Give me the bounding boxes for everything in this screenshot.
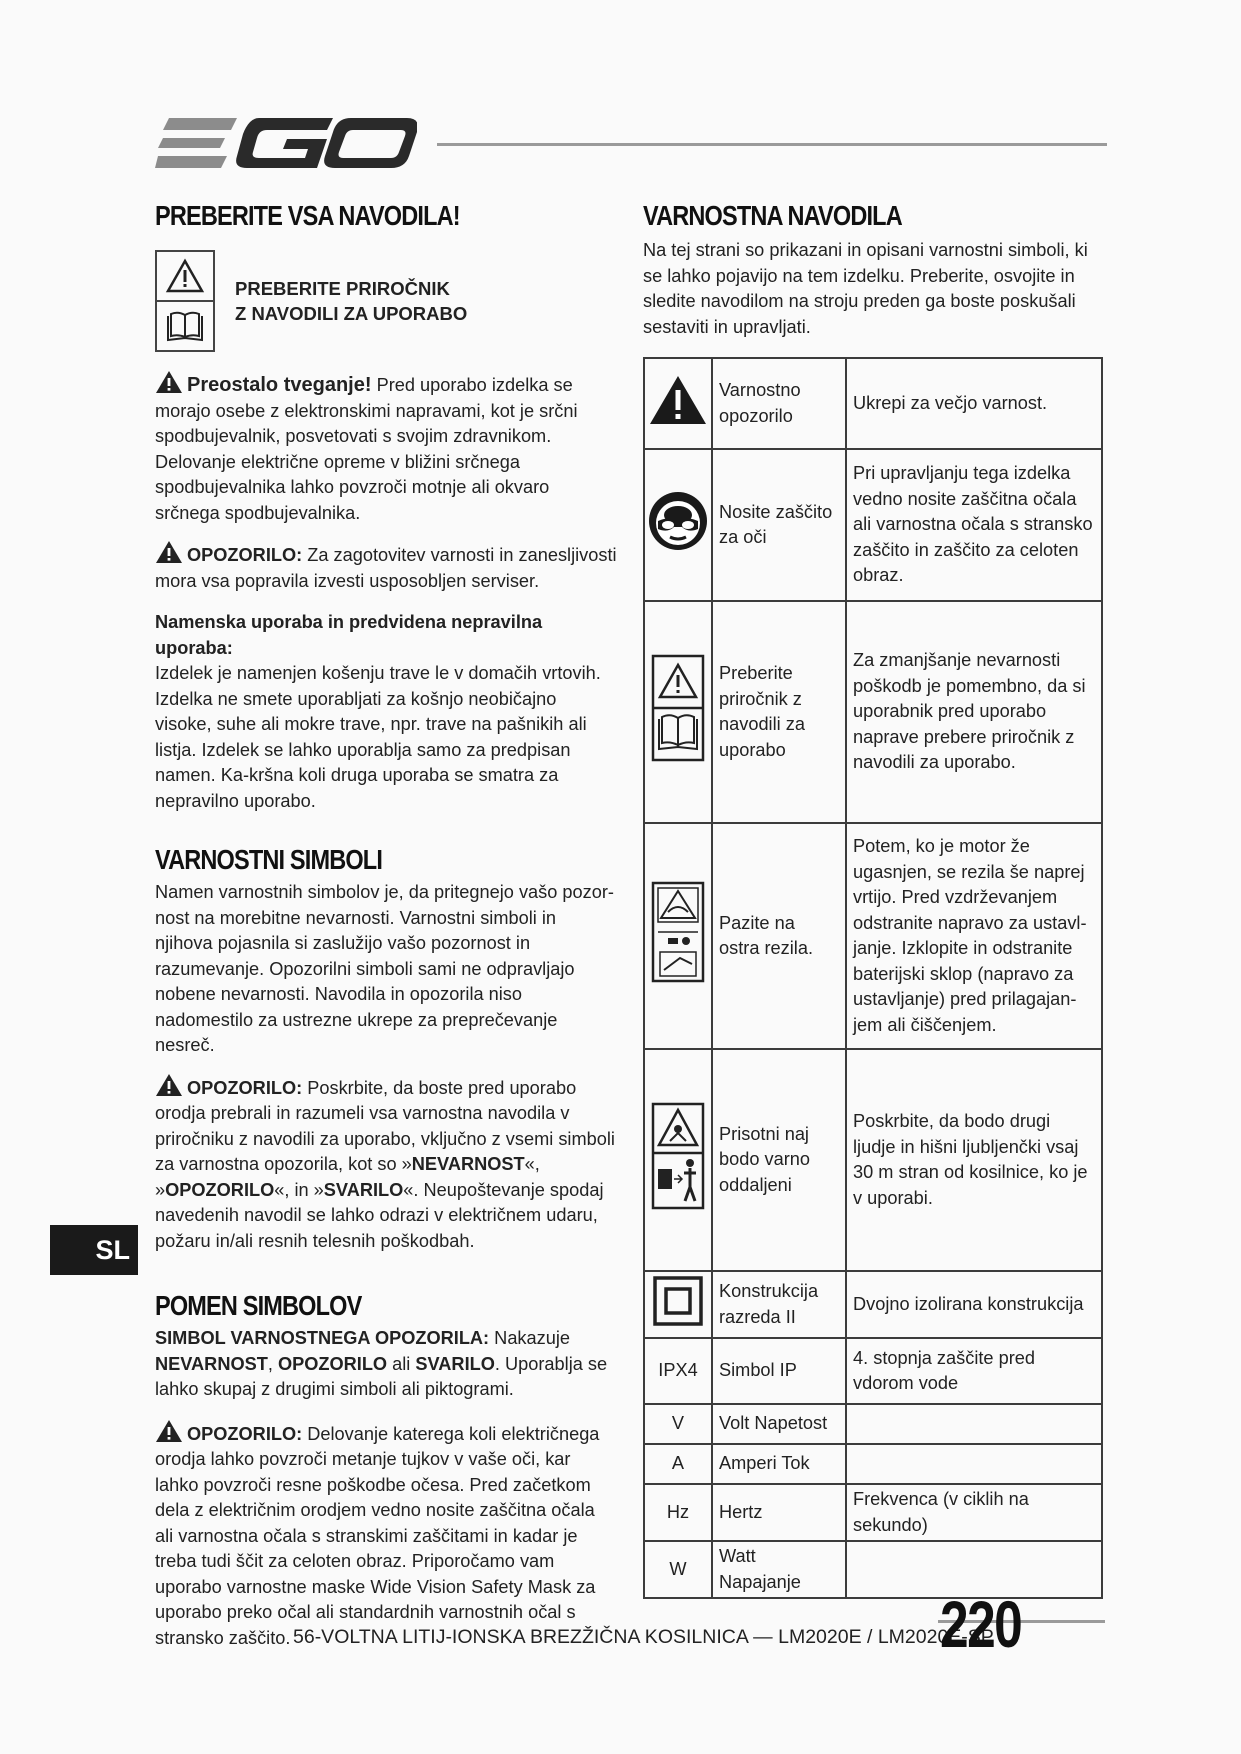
heading-symbol-meaning: POMEN SIMBOLOV (155, 1290, 362, 1321)
symbol-cell: V (644, 1404, 712, 1444)
safety-intro-paragraph: Na tej strani so prikazani in opisani varnostni simboli, ki se lahko pojavijo na tem izdelku. Preberite, osvojite in sledite navodilom na stroju preden ga boste poskušali sestaviti in upravljati. (643, 240, 1088, 337)
table-row (644, 1338, 1102, 1404)
read-manual-box (155, 250, 617, 352)
table-row (644, 601, 1102, 823)
sharp-blades-icon (650, 880, 706, 984)
symbol-cell: IPX4 (644, 1338, 712, 1404)
symbol-name: Varnostno opozorilo (712, 358, 846, 449)
header-rule (437, 143, 1107, 146)
warning-triangle-icon (155, 540, 183, 564)
symbol-name: Prisotni naj bodo varno oddaljeni (712, 1049, 846, 1271)
read-manual-icon (650, 653, 706, 763)
table-row (644, 449, 1102, 601)
table-row (644, 823, 1102, 1049)
symbol-description: Ukrepi za večjo varnost. (846, 358, 1102, 449)
symbol-name: Volt Napetost (712, 1404, 846, 1444)
symbol-name: Watt Napajanje (712, 1541, 846, 1598)
symbol-name: Amperi Tok (712, 1444, 846, 1484)
warning-triangle-icon (165, 258, 205, 294)
symbol-description (846, 1404, 1102, 1444)
safety-symbols-table (643, 357, 1103, 1599)
heading-read-all: PREBERITE VSA NAVODILA! (155, 200, 460, 231)
symbol-cell (644, 1271, 712, 1338)
symbol-cell (644, 449, 712, 601)
symbol-description: Pri upravljanju tega izdelka vedno nosite zaščitna očala ali varnostna očala s stransko zaščito in zaščito za celoten obraz. (846, 449, 1102, 601)
manual-box-label: PREBERITE PRIROČNIK Z NAVODILI ZA UPORABO (235, 278, 468, 324)
manual-icon-stack (155, 250, 215, 352)
warning-triangle-icon (648, 374, 708, 426)
warning-triangle-icon (155, 370, 183, 394)
symbol-description: Poskrbite, da bodo drugi ljudje in hišni ljubljenčki vsaj 30 m stran od kosilnice, ko je v uporabi. (846, 1049, 1102, 1271)
symbol-cell (644, 358, 712, 449)
warning-triangle-icon (155, 1419, 183, 1443)
heading-safety-symbols: VARNOSTNI SIMBOLI (155, 844, 383, 875)
symbol-cell (644, 823, 712, 1049)
left-column (155, 200, 617, 1651)
symbol-description: Frekvenca (v ciklih na sekundo) (846, 1484, 1102, 1541)
symbol-description: Dvojno izolirana konstrukcija (846, 1271, 1102, 1338)
symbol-cell: A (644, 1444, 712, 1484)
warning-triangle-icon (155, 1073, 183, 1097)
symbol-name: Pazite na ostra rezila. (712, 823, 846, 1049)
table-row (644, 1049, 1102, 1271)
open-book-icon (164, 308, 206, 344)
symbol-name: Simbol IP (712, 1338, 846, 1404)
page-number: 220 (940, 1587, 1022, 1661)
symbol-meaning-paragraph: SIMBOL VARNOSTNEGA OPOZORILA: Nakazuje NEVARNOST, OPOZORILO ali SVARILO. Uporablja se lahko skupaj z drugimi simboli ali piktogrami. (155, 1328, 608, 1399)
footer-product-title: 56-VOLTNA LITIJ-IONSKA BREZŽIČNA KOSILNICA — LM2020E / LM2020E-SP (293, 1626, 994, 1648)
symbol-cell (644, 1049, 712, 1271)
eye-protection-icon (648, 491, 708, 551)
intended-use-paragraph: Namenska uporaba in predvidena nepravilna uporaba: Izdelek je namenjen košenju trave le v domačih vrtovih. Izdelka ne smete uporabljati za košnjo neobičajno visoke, suhe ali mokre trave, npr. trave na pašnikih ali listja. Izdelek se lahko uporablja samo za predpisan namen. Ka-kršna koli druga uporaba se smatra za nepravilno uporabo. (155, 612, 601, 811)
symbol-name: Hertz (712, 1484, 846, 1541)
table-row (644, 1484, 1102, 1541)
symbol-description: Potem, ko je motor že ugasnjen, se rezila še naprej vrtijo. Pred vzdrževanjem odstranite napravo za ustavl-janje. Izklopite in odstranite baterijski sklop (napravo za ustavljanje) pred prilagajan-jem ali čiščenjem. (846, 823, 1102, 1049)
symbols-intro-paragraph: Namen varnostnih simbolov je, da pritegnejo vašo pozor-nost na morebitne nevarnosti. Varnostni simboli in njihova pojasnila si zaslužijo vašo pozornost in razumevanje. Opozorilni simboli sami ne odpravljajo nobene nevarnosti. Navodila in opozorila niso nadomestilo za ustrezne ukrepe za preprečevanje nesreč. (155, 882, 614, 1055)
symbol-cell: W (644, 1541, 712, 1598)
ego-logo (155, 112, 417, 174)
symbol-description: Za zmanjšanje nevarnosti poškodb je pomembno, da si uporabnik pred uporabo naprave prebere priročnik z navodili za uporabo. (846, 601, 1102, 823)
warning-repairs-paragraph: OPOZORILO: Za zagotovitev varnosti in zanesljivosti mora vsa popravila izvesti usposobljen serviser. (155, 540, 617, 594)
keep-bystanders-away-icon (650, 1101, 706, 1211)
symbol-name: Konstrukcija razreda II (712, 1271, 846, 1338)
language-badge: SL (50, 1225, 138, 1275)
class-ii-icon (651, 1274, 705, 1328)
right-column (643, 200, 1105, 340)
table-row (644, 1271, 1102, 1338)
symbol-name: Nosite zaščito za oči (712, 449, 846, 601)
residual-risk-paragraph: Preostalo tveganje! Pred uporabo izdelka se morajo osebe z elektronskimi napravami, kot je srčni spodbujevalnik, posvetovati s svojim zdravnikom. Delovanje električne opreme v bližini srčnega spodbujevalnika lahko povzroči motnje ali okvaro srčnega spodbujevalnika. (155, 370, 617, 526)
warning-read-instructions-paragraph: OPOZORILO: Poskrbite, da boste pred uporabo orodja prebrali in razumeli vsa varnostna navodila v priročniku z navodili za uporabo, vključno z vsemi simboli za varnostna opozorila, kot so »NEVARNOST«, »OPOZORILO«, in »SVARILO«. Neupoštevanje spodaj navedenih navodil se lahko odrazi v električnem udaru, požaru in/ali resnih telesnih poškodbah. (155, 1073, 617, 1255)
table-row (644, 358, 1102, 449)
table-row (644, 1404, 1102, 1444)
heading-safety-instructions: VARNOSTNA NAVODILA (643, 200, 902, 231)
warning-eye-protection-paragraph: OPOZORILO: Delovanje katerega koli električnega orodja lahko povzroči metanje tujkov v vaše oči, kar lahko povzroči resne poškodbe očesa. Pred začetkom dela z električnim orodjem vedno nosite zaščitna očala ali varnostna očala s stranskimi zaščitami in kadar je treba tudi ščit za celoten obraz. Priporočamo vam uporabo varnostne maske Wide Vision Safety Mask za uporabo preko očal ali standardnih varnostnih očal s stransko zaščito. (155, 1419, 617, 1652)
table-row (644, 1444, 1102, 1484)
symbol-cell (644, 601, 712, 823)
symbol-description: 4. stopnja zaščite pred vdorom vode (846, 1338, 1102, 1404)
symbol-cell: Hz (644, 1484, 712, 1541)
symbol-description (846, 1444, 1102, 1484)
symbol-name: Preberite priročnik z navodili za uporabo (712, 601, 846, 823)
table-row (644, 1541, 1102, 1598)
